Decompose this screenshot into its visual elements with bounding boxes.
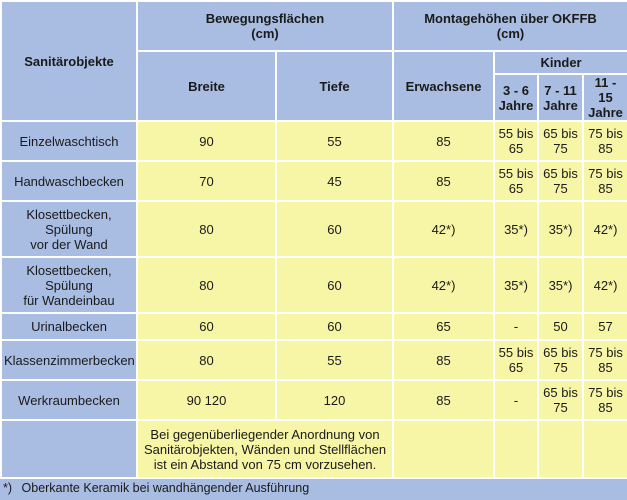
cell-depth: 60 (276, 257, 393, 313)
cell-age-11-15: 57 (583, 313, 627, 340)
cell-age-11-15: 75 bis 85 (583, 161, 627, 201)
header-age-11-15: 11 - 15 Jahre (583, 74, 627, 121)
cell-age-11-15: 42*) (583, 257, 627, 313)
table-row (1, 380, 627, 420)
cell-width: 80 (137, 201, 276, 257)
cell-adults: 42*) (393, 257, 494, 313)
cell-age-3-6: 55 bis 65 (494, 340, 538, 380)
row-label: Klosettbecken, Spülung für Wandeinbau (1, 257, 137, 313)
cell-depth: 55 (276, 340, 393, 380)
header-movement-areas: Bewegungsflächen (cm) (137, 1, 393, 51)
cell-age-3-6: 35*) (494, 257, 538, 313)
cell-age-7-11: 65 bis 75 (538, 161, 583, 201)
cell-adults: 85 (393, 121, 494, 161)
header-mounting-heights: Montagehöhen über OKFFB (cm) (393, 1, 627, 51)
header-sanitary-objects: Sanitärobjekte (1, 1, 137, 121)
table-row (1, 121, 627, 161)
cell-depth: 120 (276, 380, 393, 420)
cell-age-7-11: 50 (538, 313, 583, 340)
header-depth: Tiefe (276, 51, 393, 121)
cell-age-3-6: 55 bis 65 (494, 161, 538, 201)
cell-age-11-15: 75 bis 85 (583, 121, 627, 161)
cell-age-3-6: - (494, 380, 538, 420)
cell-age-11-15: 75 bis 85 (583, 380, 627, 420)
row-label: Einzelwaschtisch (1, 121, 137, 161)
cell-width: 90 (137, 121, 276, 161)
cell-age-7-11: 65 bis 75 (538, 340, 583, 380)
cell-depth: 45 (276, 161, 393, 201)
header-age-3-6: 3 - 6 Jahre (494, 74, 538, 121)
footnote-mark: *) (3, 481, 13, 495)
note-empty-cell (583, 420, 627, 478)
cell-adults: 85 (393, 340, 494, 380)
row-label: Klosettbecken, Spülung vor der Wand (1, 201, 137, 257)
cell-age-7-11: 65 bis 75 (538, 121, 583, 161)
header-width: Breite (137, 51, 276, 121)
cell-adults: 42*) (393, 201, 494, 257)
row-label: Handwaschbecken (1, 161, 137, 201)
cell-width: 80 (137, 340, 276, 380)
cell-width: 60 (137, 313, 276, 340)
row-label: Werkraumbecken (1, 380, 137, 420)
header-adults: Erwachsene (393, 51, 494, 121)
cell-age-7-11: 35*) (538, 201, 583, 257)
row-label: Klassenzimmerbecken (1, 340, 137, 380)
table-row (1, 161, 627, 201)
table-row (1, 313, 627, 340)
cell-width: 70 (137, 161, 276, 201)
note-empty-cell (393, 420, 494, 478)
cell-adults: 65 (393, 313, 494, 340)
cell-age-11-15: 75 bis 85 (583, 340, 627, 380)
cell-age-3-6: 55 bis 65 (494, 121, 538, 161)
cell-width: 90 120 (137, 380, 276, 420)
cell-width: 80 (137, 257, 276, 313)
note-empty-cell (494, 420, 538, 478)
note-row (1, 420, 627, 478)
table-row (1, 340, 627, 380)
cell-age-3-6: - (494, 313, 538, 340)
note-empty-cell (1, 420, 137, 478)
row-label: Urinalbecken (1, 313, 137, 340)
cell-age-7-11: 65 bis 75 (538, 380, 583, 420)
cell-age-11-15: 42*) (583, 201, 627, 257)
table-row (1, 201, 627, 257)
cell-depth: 60 (276, 313, 393, 340)
table-row (1, 257, 627, 313)
note-empty-cell (538, 420, 583, 478)
footnote-text: Oberkante Keramik bei wandhängender Ausführung (21, 481, 310, 495)
header-age-7-11: 7 - 11 Jahre (538, 74, 583, 121)
cell-adults: 85 (393, 161, 494, 201)
cell-depth: 55 (276, 121, 393, 161)
distance-note: Bei gegenüberliegender Anordnung von Sanitärobjekten, Wänden und Stellflächen ist ein Abstand von 75 cm vorzusehen. (137, 420, 393, 478)
footnote (3, 481, 309, 495)
cell-age-7-11: 35*) (538, 257, 583, 313)
cell-adults: 85 (393, 380, 494, 420)
cell-depth: 60 (276, 201, 393, 257)
header-children: Kinder (494, 51, 627, 74)
cell-age-3-6: 35*) (494, 201, 538, 257)
